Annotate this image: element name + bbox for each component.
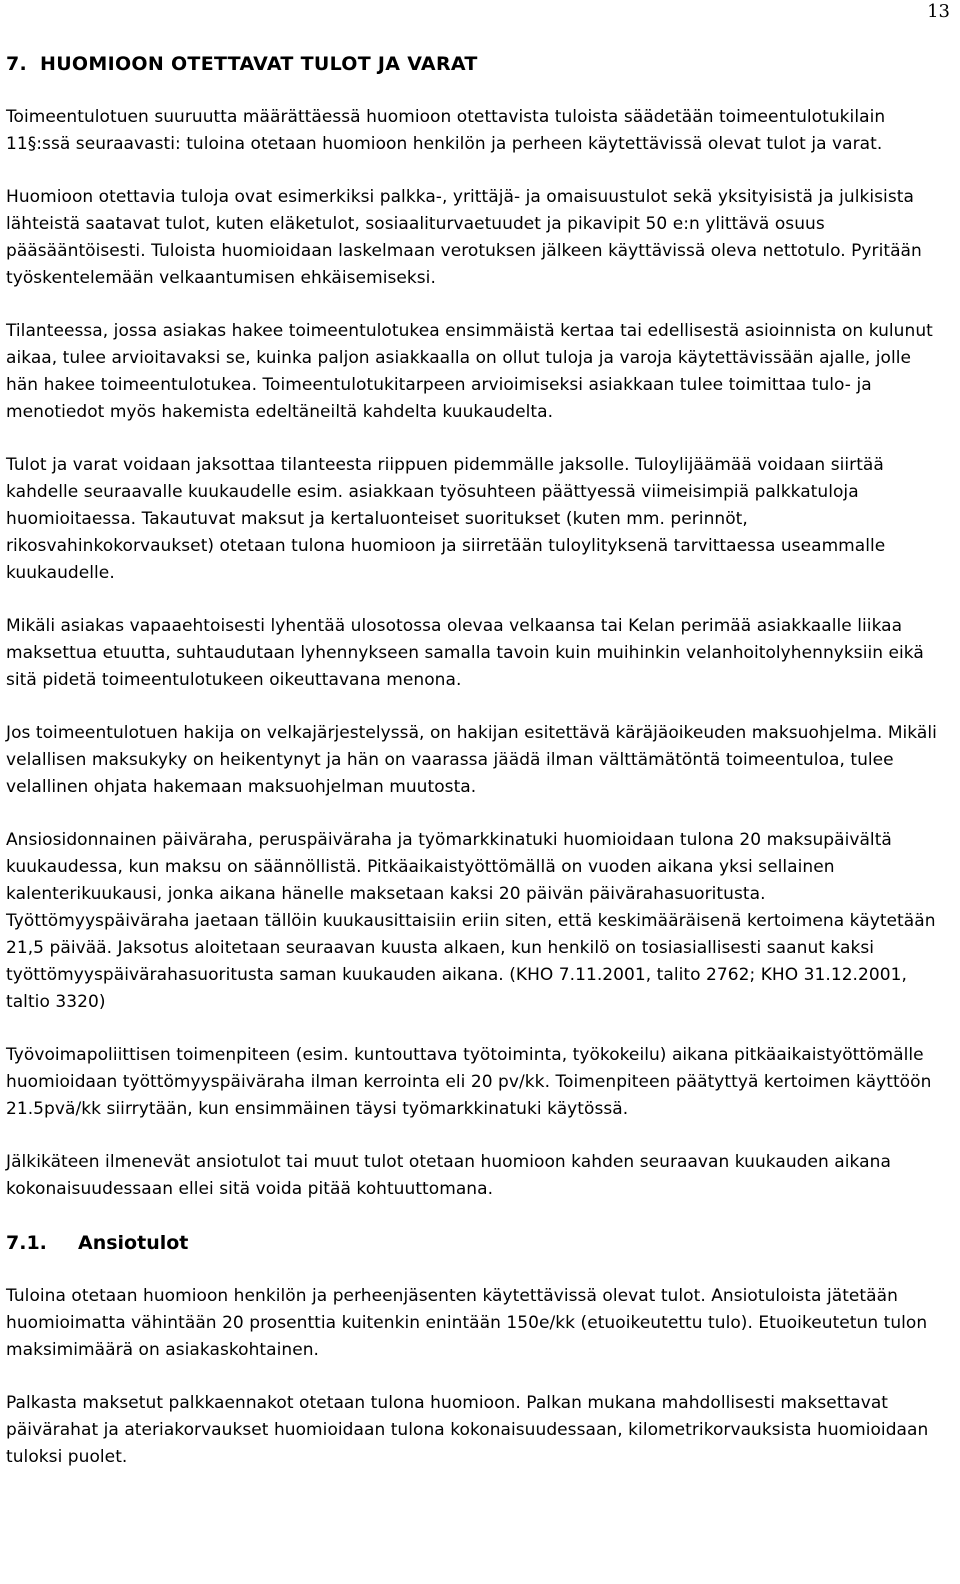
paragraph-first-time-applicant: Tilanteessa, jossa asiakas hakee toimeentulotukea ensimmäistä kertaa tai edellisestä asioinnista on kulunut aikaa, tulee arvioitavaksi se, kuinka paljon asiakkaalla on ollut tuloja ja varoja käytettävissään ajalle, jolle hän hakee toimeentulotukea. Toimeentulotukitarpeen arvioimiseksi asiakkaan tulee toimittaa tulo- ja menotiedot myös hakemista edeltäneiltä kahdelta kuukaudelta. — [6, 321, 933, 422]
paragraph-income-examples: Huomioon otettavia tuloja ovat esimerkiksi palkka-, yrittäjä- ja omaisuustulot sekä yksityisistä ja julkisista lähteistä saatavat tulot, kuten eläketulot, sosiaaliturvaetuudet ja pikavipit 50 e:n ylittävä osuus pääsääntöisesti. Tuloista huomioidaan laskelmaan verotuksen jälkeen käyttävissä oleva nettotulo. Pyritään työskentelemään velkaantumisen ehkäisemiseksi. — [6, 187, 922, 288]
section-heading — [6, 50, 946, 78]
paragraph-debt-restructuring: Jos toimeentulotuen hakija on velkajärjestelyssä, on hakijan esitettävä käräjäoikeuden maksuohjelma. Mikäli velallisen maksukyky on heikentynyt ja hän on vaarassa jäädä ilman välttämätöntä toimeentuloa, tulee velallinen ohjata hakemaan maksuohjelman muutosta. — [6, 723, 937, 797]
page-number: 13 — [927, 1, 950, 22]
paragraph-unemployment-allowance: Ansiosidonnainen päiväraha, peruspäiväraha ja työmarkkinatuki huomioidaan tulona 20 maksupäivältä kuukaudessa, kun maksu on säännöllistä. Pitkäaikaistyöttömällä on vuoden aikana yksi sellainen kalenterikuukausi, jonka aikana hänelle maksetaan kaksi 20 päivän päivärahasuoritusta. Työttömyyspäiväraha jaetaan tällöin kuukausittaisiin eriin siten, että keskimääräisenä kertoimena käytetään 21,5 päivää. Jaksotus aloitetaan seuraavan kuusta alkaen, kun henkilö on tosiasiallisesti saanut kaksi työttömyyspäivärahasuoritusta saman kuukauden aikana. (KHO 7.11.2001, talito 2762; KHO 31.12.2001, taltio 3320) — [6, 830, 936, 1012]
paragraph-salary-advances: Palkasta maksetut palkkaennakot otetaan tulona huomioon. Palkan mukana mahdollisesti maksettavat päivärahat ja ateriakorvaukset huomioidaan tulona kokonaisuudessaan, kilometrikorvauksista huomioidaan tuloksi puolet. — [6, 1393, 929, 1467]
paragraph-earned-income: Tuloina otetaan huomioon henkilön ja perheenjäsenten käytettävissä olevat tulot. Ansiotuloista jätetään huomioimatta vähintään 20 prosenttia kuitenkin enintään 150e/kk (etuoikeutettu tulo). Etuoikeutetun tulon maksimimäärä on asiakaskohtainen. — [6, 1286, 928, 1360]
subsection-title: Ansiotulot — [78, 1232, 189, 1254]
paragraph-income-legal-basis: Toimeentulotuen suuruutta määrättäessä huomioon otettavista tuloista säädetään toimeentulotukilain 11§:ssä seuraavasti: tuloina otetaan huomioon henkilön ja perheen käytettävissä olevat tulot ja varat. — [6, 107, 886, 154]
paragraph-income-allocation: Tulot ja varat voidaan jaksottaa tilanteesta riippuen pidemmälle jaksolle. Tuloylijäämää voidaan siirtää kahdelle seuraavalle kuukaudelle esim. asiakkaan työsuhteen päättyessä viimeisimpiä palkkatuloja huomioitaessa. Takautuvat maksut ja kertaluonteiset suoritukset (kuten mm. perinnöt, rikosvahinkokorvaukset) otetaan tulona huomioon ja siirretään tuloylityksenä tarvittaessa useammalle kuukaudelle. — [6, 455, 886, 583]
subsection-heading — [6, 1229, 946, 1257]
document-body — [6, 50, 946, 1497]
paragraph-employment-measures: Työvoimapoliittisen toimenpiteen (esim. kuntouttava työtoiminta, työkokeilu) aikana pitkäaikaistyöttömälle huomioidaan työttömyyspäiväraha ilman kerrointa eli 20 pv/kk. Toimenpiteen päätyttyä kertoimen käyttöön 21.5pvä/kk siirrytään, kun ensimmäinen täysi työmarkkinatuki käytössä. — [6, 1045, 932, 1119]
subsection-number: 7.1. — [6, 1232, 47, 1254]
paragraph-retroactive-income: Jälkikäteen ilmenevät ansiotulot tai muut tulot otetaan huomioon kahden seuraavan kuukauden aikana kokonaisuudessaan ellei sitä voida pitää kohtuuttomana. — [6, 1152, 891, 1199]
paragraph-voluntary-debt-repayment: Mikäli asiakas vapaaehtoisesti lyhentää ulosotossa olevaa velkaansa tai Kelan perimää asiakkaalle liikaa maksettua etuutta, suhtaudutaan lyhennykseen samalla tavoin kuin muihinkin velanhoitolyhennyksiin eikä sitä pidetä toimeentulotukeen oikeuttavana menona. — [6, 616, 924, 690]
section-number: 7. — [6, 53, 28, 75]
section-title: HUOMIOON OTETTAVAT TULOT JA VARAT — [40, 53, 478, 75]
